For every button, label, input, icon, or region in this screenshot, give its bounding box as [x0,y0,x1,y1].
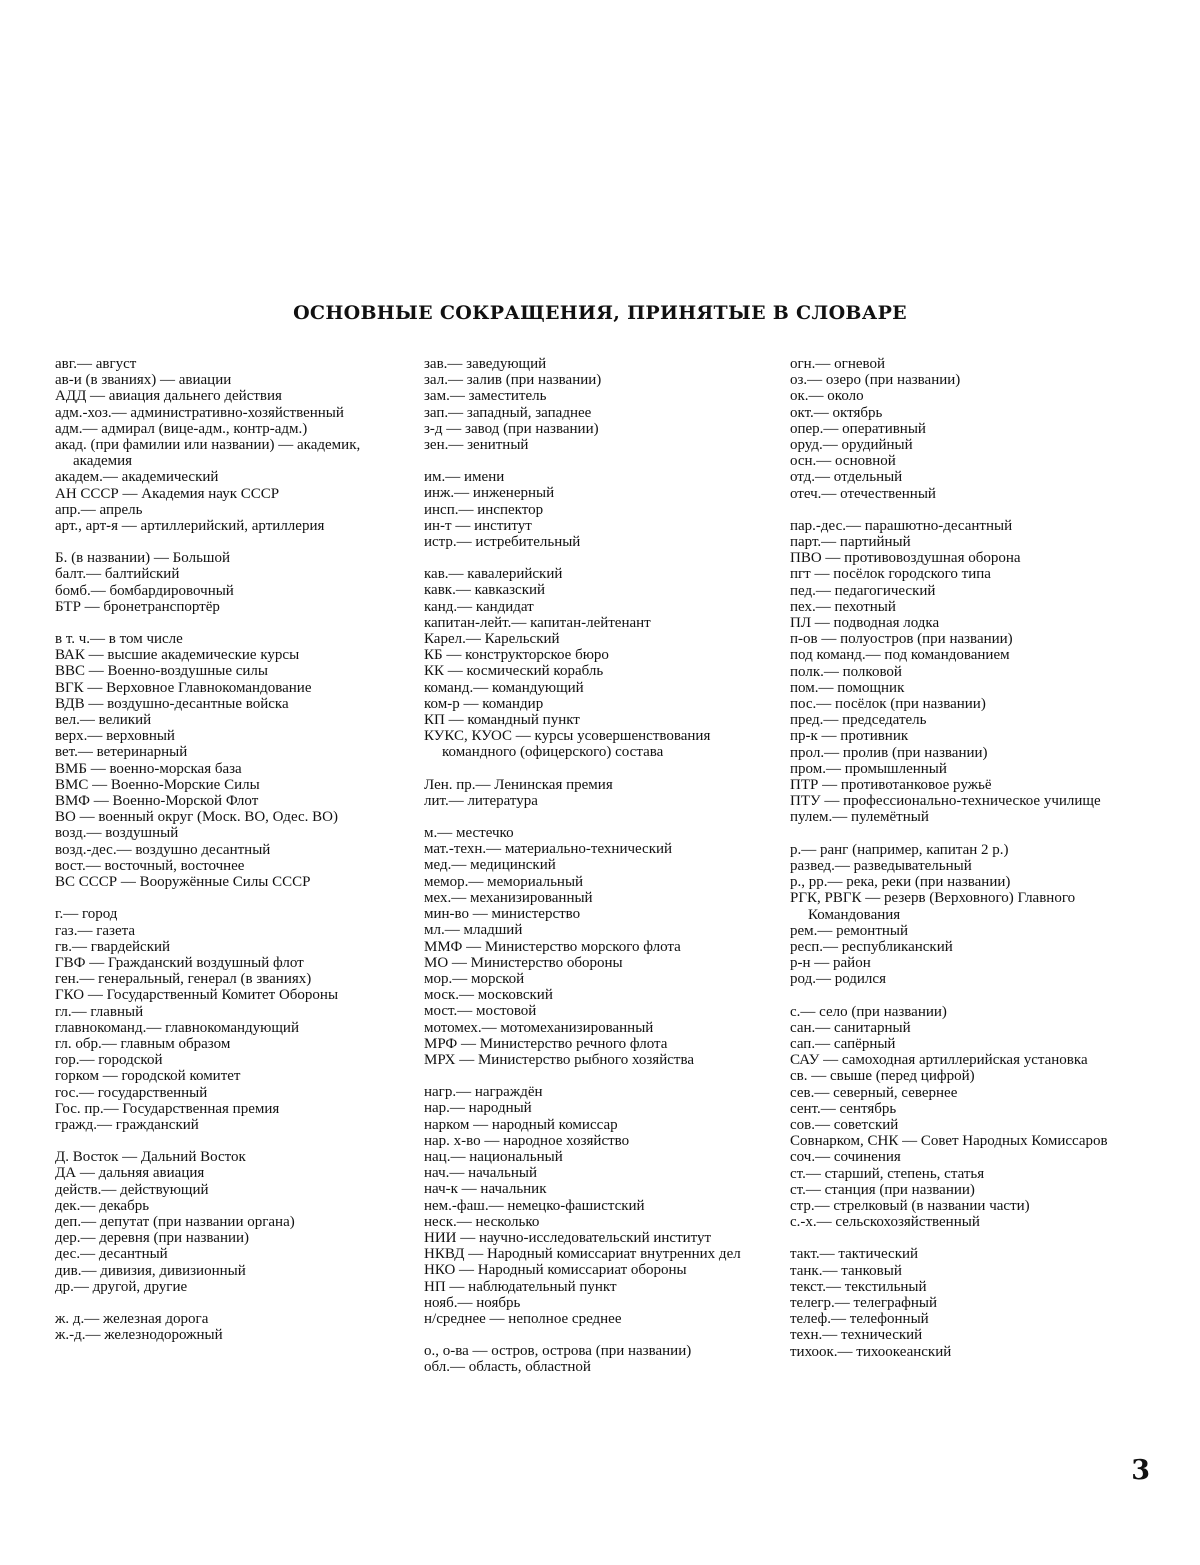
abbreviation-group [55,906,407,1133]
abbreviation-entry: Карел.— Карельский [424,631,560,648]
abbreviations-column-2 [424,356,780,1392]
abbreviation-entry: мост.— мостовой [424,1003,537,1020]
abbreviation-entry: рем.— ремонтный [790,922,909,939]
abbreviation-entry: кав.— кавалерийский [424,566,563,583]
abbreviation-entry: зав.— заведующий [424,356,547,372]
abbreviation-entry: МРФ — Министерство речного флота [424,1035,668,1052]
abbreviation-entry: команд.— командующий [424,679,584,696]
abbreviation-entry: нач-к — начальник [424,1181,547,1198]
abbreviation-entry: адм.-хоз.— административно-хозяйственный [55,404,344,421]
abbreviation-entry: развед.— разведывательный [790,857,972,874]
abbreviation-group [790,356,1152,502]
abbreviation-entry: ВО — военный округ (Моск. ВО, Одес. ВО) [55,809,338,826]
abbreviation-entry: полк.— полковой [790,663,902,680]
abbreviation-entry: деп.— депутат (при названии органа) [55,1213,295,1230]
abbreviation-entry: респ.— республиканский [790,938,953,955]
abbreviation-entry: такт.— тактический [790,1246,919,1263]
abbreviation-entry: обл.— область, областной [424,1359,591,1376]
abbreviation-entry: тихоок.— тихоокеанский [790,1343,952,1360]
abbreviation-entry: канд.— кандидат [424,598,534,615]
abbreviation-entry: сент.— сентябрь [790,1100,897,1117]
abbreviation-entry: ин-т — институт [424,517,532,534]
abbreviation-entry: АН СССР — Академия наук СССР [55,485,280,502]
abbreviation-entry: пар.-дес.— парашютно-десантный [790,517,1013,534]
abbreviation-group [424,1343,780,1375]
abbreviation-entry: м.— местечко [424,825,514,842]
abbreviation-entry: гл.— главный [55,1003,144,1020]
abbreviation-group [55,550,407,615]
abbreviation-entry: лит.— литература [424,792,538,809]
abbreviation-entry: оз.— озеро (при названии) [790,372,961,389]
abbreviation-entry: ВВС — Военно-воздушные силы [55,663,268,680]
abbreviation-entry: в т. ч.— в том числе [55,631,183,648]
abbreviation-entry: св. — свыше (перед цифрой) [790,1068,975,1085]
abbreviation-entry: НКВД — Народный комиссариат внутренних дел [424,1246,741,1263]
abbreviation-entry: р-н — район [790,955,871,972]
abbreviation-entry: зап.— западный, западнее [424,404,592,421]
abbreviation-entry: мин-во — министерство [424,906,581,923]
abbreviation-entry: возд.-дес.— воздушно десантный [55,841,271,858]
abbreviation-entry: Д. Восток — Дальний Восток [55,1149,246,1166]
abbreviation-entry: НП — наблюдательный пункт [424,1278,617,1295]
abbreviation-entry: нар. х-во — народное хозяйство [424,1132,630,1149]
abbreviation-entry: нарком — народный комиссар [424,1116,618,1133]
abbreviation-entry: главнокоманд.— главнокомандующий [55,1019,299,1036]
abbreviation-entry: пулем.— пулемётный [790,809,929,826]
abbreviation-entry: о., о-ва — остров, острова (при названии) [424,1343,692,1360]
abbreviation-entry: гражд.— гражданский [55,1116,199,1133]
abbreviation-entry: Гос. пр.— Государственная премия [55,1100,280,1117]
abbreviation-entry: гв.— гвардейский [55,938,171,955]
abbreviation-entry: пех.— пехотный [790,598,896,615]
abbreviation-group [424,1084,780,1327]
abbreviation-entry: мл.— младший [424,922,523,939]
abbreviation-entry: нагр.— награждён [424,1084,543,1101]
abbreviation-entry: ПТР — противотанковое ружьё [790,777,992,794]
abbreviation-entry: ГКО — Государственный Комитет Обороны [55,987,339,1004]
abbreviation-entry: арт., арт-я — артиллерийский, артиллерия [55,518,325,535]
abbreviation-entry: КУКС, КУОС — курсы усовершенствования командного (офицерского) состава [424,728,711,761]
abbreviation-entry: н/среднее — неполное среднее [424,1310,622,1327]
abbreviation-entry: отеч.— отечественный [790,485,936,502]
abbreviation-entry: пос.— посёлок (при названии) [790,696,986,713]
abbreviation-entry: зам.— заместитель [424,388,547,405]
abbreviation-entry: дес.— десантный [55,1246,168,1263]
page-title: ОСНОВНЫЕ СОКРАЩЕНИЯ, ПРИНЯТЫЕ В СЛОВАРЕ [293,302,907,324]
abbreviation-entry: ВС СССР — Вооружённые Силы СССР [55,874,311,891]
abbreviation-entry: мех.— механизированный [424,889,593,906]
abbreviation-entry: отд.— отдельный [790,469,903,486]
abbreviation-entry: опер.— оперативный [790,420,926,437]
abbreviation-entry: парт.— партийный [790,534,911,551]
abbreviation-entry: прол.— пролив (при названии) [790,744,988,761]
abbreviation-entry: вел.— великий [55,712,152,729]
abbreviation-entry: ав-и (в званиях) — авиации [55,372,232,389]
abbreviation-entry: зал.— залив (при названии) [424,372,602,389]
abbreviation-entry: мат.-техн.— материально-технический [424,841,673,858]
abbreviation-entry: осн.— основной [790,453,896,470]
abbreviation-entry: САУ — самоходная артиллерийская установка [790,1052,1088,1069]
abbreviation-entry: РГК, РВГК — резерв (Верховного) Главного Командования [790,890,1076,923]
abbreviation-entry: ж. д.— железная дорога [55,1310,209,1327]
abbreviation-group [790,1004,1152,1231]
abbreviation-entry: сев.— северный, севернее [790,1084,958,1101]
abbreviation-entry: ж.-д.— железнодорожный [55,1327,223,1344]
abbreviation-entry: техн.— технический [790,1327,923,1344]
abbreviation-entry: МРХ — Министерство рыбного хозяйства [424,1051,694,1068]
abbreviation-entry: стр.— стрелковый (в названии части) [790,1197,1030,1214]
abbreviation-entry: нац.— национальный [424,1148,563,1165]
abbreviation-entry: инсп.— инспектор [424,501,544,518]
abbreviation-entry: капитан-лейт.— капитан-лейтенант [424,614,651,631]
abbreviation-entry: огн.— огневой [790,356,886,372]
abbreviation-entry: гос.— государственный [55,1084,208,1101]
abbreviation-entry: зен.— зенитный [424,437,529,454]
abbreviation-group [790,1246,1152,1359]
abbreviation-entry: гор.— городской [55,1052,163,1069]
page-number: 3 [1131,1455,1150,1486]
abbreviation-entry: кавк.— кавказский [424,582,546,599]
abbreviation-entry: сап.— сапёрный [790,1035,896,1052]
abbreviation-entry: КК — космический корабль [424,663,604,680]
abbreviation-group [790,518,1152,826]
abbreviation-entry: КП — командный пункт [424,712,580,729]
abbreviation-entry: пр-к — противник [790,728,909,745]
abbreviation-entry: дер.— деревня (при названии) [55,1230,250,1247]
abbreviations-column-1 [55,356,407,1359]
abbreviation-group [55,356,407,534]
abbreviation-group [790,842,1152,988]
abbreviation-entry: НКО — Народный комиссариат обороны [424,1262,687,1279]
abbreviation-entry: ст.— станция (при названии) [790,1181,975,1198]
abbreviation-entry: ВМФ — Военно-Морской Флот [55,793,259,810]
abbreviation-entry: бомб.— бомбардировочный [55,582,234,599]
abbreviation-group [424,777,780,809]
abbreviation-entry: ВМБ — военно-морская база [55,760,242,777]
abbreviation-entry: авг.— август [55,356,137,372]
abbreviation-entry: ВГК — Верховное Главнокомандование [55,679,312,696]
abbreviation-entry: сан.— санитарный [790,1019,911,1036]
abbreviation-entry: адм.— адмирал (вице-адм., контр-адм.) [55,420,308,437]
abbreviation-entry: КБ — конструкторское бюро [424,647,609,664]
abbreviation-group [424,469,780,550]
abbreviation-entry: р.— ранг (например, капитан 2 р.) [790,841,1009,858]
abbreviation-entry: Б. (в названии) — Большой [55,550,230,567]
abbreviation-entry: ВДВ — воздушно-десантные войска [55,695,289,712]
abbreviation-entry: мор.— морской [424,970,525,987]
abbreviation-entry: г.— город [55,906,118,923]
abbreviation-entry: инж.— инженерный [424,485,555,502]
abbreviation-entry: п-ов — полуостров (при названии) [790,631,1013,648]
abbreviation-entry: моск.— московский [424,987,553,1004]
abbreviation-entry: верх.— верховный [55,728,175,745]
abbreviation-entry: р., рр.— река, реки (при названии) [790,874,1011,891]
abbreviation-entry: балт.— балтийский [55,566,180,583]
abbreviation-entry: ген.— генеральный, генерал (в званиях) [55,971,312,988]
abbreviation-entry: вост.— восточный, восточнее [55,857,245,874]
abbreviation-entry: див.— дивизия, дивизионный [55,1262,246,1279]
abbreviation-group [55,631,407,890]
abbreviations-column-3 [790,356,1152,1376]
abbreviation-entry: соч.— сочинения [790,1149,901,1166]
abbreviation-entry: ДА — дальняя авиация [55,1165,205,1182]
abbreviation-group [55,1149,407,1295]
abbreviation-group [424,356,780,453]
abbreviation-entry: мед.— медицинский [424,857,556,874]
abbreviation-entry: газ.— газета [55,922,136,939]
abbreviation-entry: ММФ — Министерство морского флота [424,938,681,955]
abbreviation-entry: мемор.— мемориальный [424,873,584,890]
abbreviation-entry: академ.— академический [55,469,219,486]
abbreviation-entry: ст.— старший, степень, статья [790,1165,985,1182]
abbreviation-entry: пом.— помощник [790,679,905,696]
abbreviation-group [424,825,780,1068]
abbreviation-entry: пгт — посёлок городского типа [790,566,991,583]
abbreviation-entry: горком — городской комитет [55,1068,241,1085]
abbreviation-entry: истр.— истребительный [424,534,581,551]
abbreviation-entry: нем.-фаш.— немецко-фашистский [424,1197,645,1214]
abbreviation-entry: гл. обр.— главным образом [55,1035,231,1052]
abbreviation-entry: им.— имени [424,469,505,486]
abbreviation-group [55,1311,407,1343]
abbreviation-entry: БТР — бронетранспортёр [55,598,220,615]
abbreviation-entry: телегр.— телеграфный [790,1294,938,1311]
abbreviation-entry: танк.— танковый [790,1262,902,1279]
abbreviation-entry: неск.— несколько [424,1213,540,1230]
abbreviation-entry: с.— село (при названии) [790,1003,947,1020]
abbreviation-entry: ок.— около [790,388,864,405]
abbreviation-entry: пред.— председатель [790,712,927,729]
abbreviation-entry: нар.— народный [424,1100,532,1117]
abbreviation-entry: мотомех.— мотомеханизированный [424,1019,654,1036]
abbreviation-entry: з-д — завод (при названии) [424,420,599,437]
abbreviation-entry: дек.— декабрь [55,1197,150,1214]
abbreviation-entry: окт.— октябрь [790,404,883,421]
abbreviation-entry: нояб.— ноябрь [424,1294,521,1311]
abbreviation-group [424,566,780,760]
abbreviation-entry: действ.— действующий [55,1181,209,1198]
abbreviation-entry: НИИ — научно-исследовательский институт [424,1229,712,1246]
abbreviation-entry: ВМС — Военно-Морские Силы [55,776,260,793]
abbreviation-entry: с.-х.— сельскохозяйственный [790,1214,980,1231]
abbreviation-entry: сов.— советский [790,1116,899,1133]
abbreviation-entry: Лен. пр.— Ленинская премия [424,776,613,793]
abbreviation-entry: нач.— начальный [424,1165,538,1182]
abbreviation-entry: род.— родился [790,971,886,988]
abbreviation-entry: Совнарком, СНК — Совет Народных Комиссаров [790,1133,1108,1150]
abbreviation-entry: ВАК — высшие академические курсы [55,647,300,664]
abbreviation-entry: ПЛ — подводная лодка [790,615,940,632]
abbreviation-entry: ПТУ — профессионально-техническое училище [790,793,1101,810]
abbreviation-entry: ком-р — командир [424,695,544,712]
abbreviation-entry: акад. (при фамилии или названии) — академик, академия [55,437,361,470]
abbreviation-entry: апр.— апрель [55,501,143,518]
abbreviation-entry: ПВО — противовоздушная оборона [790,550,1021,567]
abbreviation-entry: под команд.— под командованием [790,647,1010,664]
abbreviation-entry: пед.— педагогический [790,582,936,599]
abbreviation-entry: текст.— текстильный [790,1278,927,1295]
abbreviation-entry: вет.— ветеринарный [55,744,188,761]
abbreviation-entry: оруд.— орудийный [790,437,913,454]
abbreviation-entry: МО — Министерство обороны [424,954,623,971]
abbreviation-entry: возд.— воздушный [55,825,179,842]
abbreviation-entry: др.— другой, другие [55,1278,188,1295]
abbreviation-entry: АДД — авиация дальнего действия [55,388,282,405]
abbreviation-entry: пром.— промышленный [790,760,947,777]
abbreviation-entry: ГВФ — Гражданский воздушный флот [55,954,304,971]
abbreviation-entry: телеф.— телефонный [790,1311,929,1328]
